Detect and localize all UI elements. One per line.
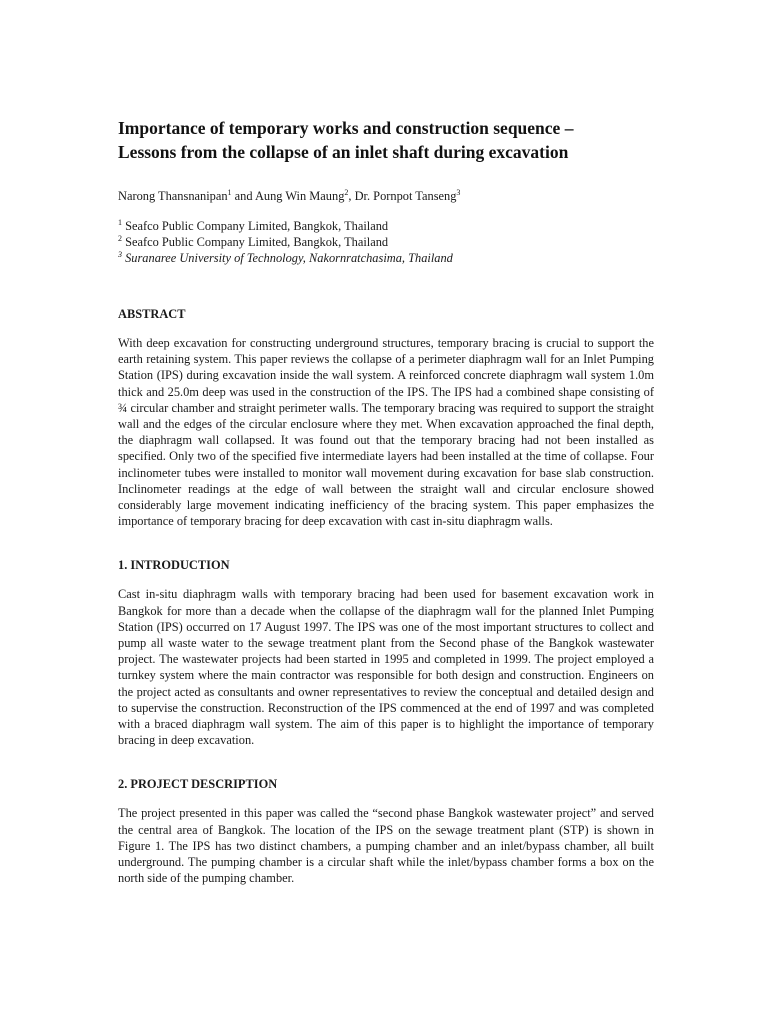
project-description-heading: 2. PROJECT DESCRIPTION	[118, 777, 278, 792]
paper-page	[118, 116, 654, 886]
author-list	[118, 188, 654, 204]
affiliation-3-sup: 3	[118, 249, 122, 259]
affiliation-2-sup: 2	[118, 233, 122, 243]
introduction-heading: 1. INTRODUCTION	[118, 558, 230, 573]
author-1-name: Narong Thansnanipan	[118, 189, 228, 203]
author-1-sup: 1	[227, 187, 232, 197]
author-2-name: and Aung Win Maung	[231, 189, 345, 203]
abstract-heading: ABSTRACT	[118, 307, 186, 321]
affiliation-3-text: Suranaree University of Technology, Nakornratchasima, Thailand	[122, 251, 453, 265]
affiliation-1-sup: 1	[118, 217, 122, 227]
affiliation-2-text: Seafco Public Company Limited, Bangkok, Thailand	[122, 235, 389, 249]
title-line-2: Lessons from the collapse of an inlet shaft during excavation	[118, 142, 569, 162]
author-3-name: , Dr. Pornpot Tanseng	[348, 189, 457, 203]
title-line-1: Importance of temporary works and construction sequence –	[118, 118, 574, 138]
author-2-sup: 2	[344, 187, 349, 197]
project-description-paragraph: The project presented in this paper was called the “second phase Bangkok wastewater project” and served the central area of Bangkok. The location of the IPS on the sewage treatment plant (STP) is shown in Figure 1. The IPS has two distinct chambers, a pumping chamber and an inlet/bypass chamber, all built underground. The pumping chamber is a circular shaft while the inlet/bypass chamber forms a box on the north side of the pumping chamber.	[118, 806, 654, 886]
introduction-paragraph: Cast in-situ diaphragm walls with temporary bracing had been used for basement excavation work in Bangkok for more than a decade when the collapse of the diaphragm wall for the planned Inlet Pumping Station (IPS) occurred on 17 August 1997. The IPS was one of the most important structures to collect and pump all waste water to the sewage treatment plant from the Second phase of the Bangkok wastewater project. The wastewater projects had been started in 1995 and completed in 1999. The project employed a turnkey system where the main contractor was responsible for both design and construction. Engineers on the project acted as consultants and owner representatives to review the conceptual and detailed design and to supervise the construction. Reconstruction of the IPS commenced at the end of 1997 and was completed with a braced diaphragm wall system. The aim of this paper is to highlight the importance of temporary bracing in deep excavation.	[118, 587, 654, 748]
affiliation-list	[118, 218, 654, 266]
affiliation-2	[118, 234, 654, 250]
abstract-paragraph: With deep excavation for constructing underground structures, temporary bracing is crucial to support the earth retaining system. This paper reviews the collapse of a perimeter diaphragm wall for an Inlet Pumping Station (IPS) during excavation inside the wall system. A reinforced concrete diaphragm wall system 1.0m thick and 25.0m deep was used in the construction of the IPS. The IPS had a combined shape consisting of ¾ circular chamber and straight perimeter walls. The temporary bracing was required to support the straight wall and the edges of the circular enclosure where they met. When excavation approached the final depth, the diaphragm wall collapsed. It was found out that the temporary bracing had not been installed as specified. Only two of the specified five intermediate layers had been installed at the time of collapse. Four inclinometer tubes were installed to monitor wall movement during excavation for base slab construction. Inclinometer readings at the edge of wall between the straight wall and circular enclosure showed considerably large movement indicating inefficiency of the bracing system. This paper emphasizes the importance of temporary bracing for deep excavation with cast in-situ diaphragm walls.	[118, 336, 654, 529]
paper-title	[118, 116, 654, 164]
affiliation-1	[118, 218, 654, 234]
affiliation-1-text: Seafco Public Company Limited, Bangkok, Thailand	[122, 219, 389, 233]
author-3-sup: 3	[456, 187, 461, 197]
affiliation-3	[118, 250, 654, 266]
